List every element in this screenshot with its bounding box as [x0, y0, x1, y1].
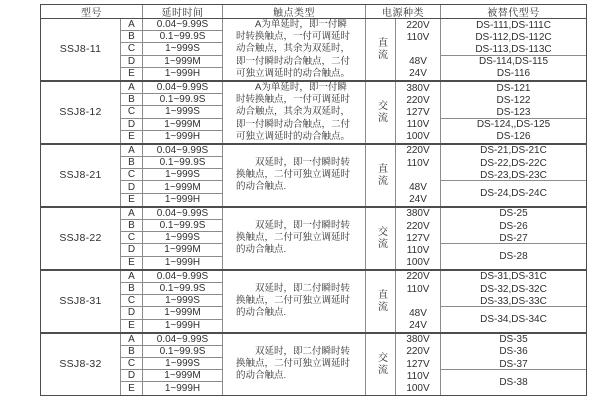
delay-value: 0.1~99.9S — [143, 283, 223, 295]
row-letter: E — [121, 257, 143, 269]
voltage-value: 220V — [406, 271, 430, 283]
voltage-value: 24V — [409, 320, 427, 332]
contact-type-text: A为单延时，即一付瞬时转换触点，一付可调延时动合触点，其余为双延时，即一付瞬时动合触点，二付可独立调延时的动合触点。 — [236, 81, 351, 142]
row-letter: A — [121, 82, 143, 94]
voltage-value: 110V — [406, 283, 430, 295]
replaced-model: DS-126 — [496, 131, 531, 143]
replaced-top-group — [441, 208, 586, 245]
row-letter: E — [121, 131, 143, 143]
header-model: 型号 — [41, 5, 143, 18]
power-type-label: 交流 — [375, 100, 387, 125]
delay-value: 1~999M — [143, 181, 223, 193]
delay-value: 1~999H — [143, 257, 223, 269]
delay-value: 0.04~9.99S — [143, 271, 223, 283]
delay-value: 1~999H — [143, 131, 223, 143]
row-letter: C — [121, 106, 143, 118]
delay-value: 1~999S — [143, 106, 223, 118]
contact-type-cell — [223, 19, 366, 80]
header-contact-type: 触点类型 — [223, 5, 366, 18]
model-block-SSJ8-12 — [41, 80, 586, 143]
contact-type-text: A为单延时，即一付瞬时转换触点，一付可调延时动合触点，其余为双延时，即一付瞬时动合触点，二付可独立调延时的动合触点。 — [236, 19, 351, 79]
voltage-list — [396, 19, 441, 80]
contact-type-text: 双延时，即二付瞬时转换触点，二付可独立调延时的动合触点. — [236, 345, 351, 382]
voltage-value — [396, 295, 440, 307]
replaced-model: DS-124,,DS-125 — [476, 119, 551, 131]
row-letter: A — [121, 334, 143, 346]
contact-type-cell — [223, 82, 366, 143]
replaced-model: DS-23,DS-23C — [480, 169, 547, 181]
voltage-value: 110V — [406, 119, 430, 131]
voltage-value: 110V — [406, 31, 430, 43]
voltage-value: 220V — [406, 19, 430, 31]
replaced-model: DS-24,DS-24C — [480, 188, 547, 200]
power-type-label: 直流 — [375, 37, 387, 62]
row-letter: E — [121, 382, 143, 394]
voltage-value: 110V — [406, 244, 430, 256]
header-replaced-models: 被替代型号 — [487, 8, 540, 18]
replaced-model: DS-31,DS-31C — [480, 271, 547, 283]
row-letter: E — [121, 320, 143, 332]
voltage-value: 127V — [406, 358, 430, 370]
row-letter: D — [121, 307, 143, 319]
voltage-value: 220V — [406, 145, 430, 157]
replaced-model: DS-116 — [496, 68, 531, 80]
row-letter: D — [121, 56, 143, 68]
relay-spec-table — [40, 4, 587, 396]
voltage-value: 110V — [406, 370, 430, 382]
replaced-model: DS-33,DS-33C — [480, 295, 547, 307]
voltage-value: 48V — [409, 307, 427, 319]
row-letter: A — [121, 271, 143, 283]
row-letter: B — [121, 220, 143, 232]
model-block-SSJ8-32 — [41, 332, 586, 395]
replaced-model: DS-36 — [499, 346, 528, 358]
model-block-SSJ8-21 — [41, 143, 586, 206]
replaced-top-group — [441, 145, 586, 182]
voltage-list — [396, 334, 441, 395]
power-type-cell — [366, 334, 396, 395]
delay-value: 0.1~99.9S — [143, 157, 223, 169]
voltage-value: 110V — [406, 157, 430, 169]
replaced-top-group — [441, 19, 586, 56]
voltage-value: 380V — [406, 208, 430, 220]
replaced-bottom-group — [441, 56, 586, 80]
voltage-value: 220V — [406, 94, 430, 106]
delay-value: 0.1~99.9S — [143, 346, 223, 358]
delay-value: 1~999M — [143, 244, 223, 256]
power-type-label: 直流 — [375, 289, 387, 314]
replaced-bottom-group — [441, 181, 586, 205]
power-type-cell — [366, 145, 396, 206]
delay-value: 0.04~9.99S — [143, 334, 223, 346]
row-letter: A — [121, 19, 143, 31]
delay-value: 0.04~9.99S — [143, 19, 223, 31]
voltage-list — [396, 145, 441, 206]
delay-value: 1~999M — [143, 119, 223, 131]
row-letter: A — [121, 208, 143, 220]
replaced-model: DS-34,DS-34C — [480, 314, 547, 325]
contact-type-text: 双延时，即一付瞬时转换触点，二付可独立调延时的动合触点. — [236, 219, 351, 256]
delay-value: 1~999S — [143, 358, 223, 370]
delay-value: 0.04~9.99S — [143, 82, 223, 94]
table-header-row — [41, 5, 586, 19]
row-letter: C — [121, 43, 143, 55]
voltage-value: 380V — [406, 82, 430, 94]
contact-type-cell — [223, 208, 366, 269]
row-letter: D — [121, 181, 143, 193]
delay-value: 1~999H — [143, 382, 223, 394]
power-type-label: 交流 — [375, 226, 387, 251]
model-block-SSJ8-11 — [41, 19, 586, 80]
row-letter: C — [121, 295, 143, 307]
delay-value: 0.04~9.99S — [143, 145, 223, 157]
delay-value: 1~999H — [143, 320, 223, 332]
row-letter: A — [121, 145, 143, 157]
delay-value: 0.04~9.99S — [143, 208, 223, 220]
replaced-model: DS-121 — [496, 82, 531, 94]
power-type-cell — [366, 19, 396, 80]
delay-value: 0.1~99.9S — [143, 220, 223, 232]
delay-value: 0.1~99.9S — [143, 94, 223, 106]
replaced-model: DS-113,DS-113C — [475, 43, 552, 55]
voltage-value: 127V — [406, 232, 430, 244]
voltage-value — [396, 169, 440, 181]
delay-value: 0.1~99.9S — [143, 31, 223, 43]
voltage-list — [396, 208, 441, 269]
replaced-model: DS-123 — [496, 106, 531, 118]
replaced-model: DS-35 — [499, 334, 528, 346]
power-type-cell — [366, 271, 396, 332]
delay-value: 1~999S — [143, 295, 223, 307]
replaced-model: DS-112,DS-112C — [475, 31, 552, 43]
contact-type-cell — [223, 334, 366, 395]
model-name: SSJ8-11 — [41, 19, 121, 80]
header-delay-time: 延时时间 — [143, 5, 223, 18]
replaced-model: DS-21,DS-21C — [480, 145, 547, 157]
delay-value: 1~999S — [143, 43, 223, 55]
replaced-model: DS-37 — [499, 358, 528, 370]
replaced-model: DS-27 — [499, 232, 528, 244]
power-type-cell — [366, 82, 396, 143]
contact-type-cell — [223, 145, 366, 206]
model-block-SSJ8-22 — [41, 206, 586, 269]
replaced-model: DS-28 — [499, 251, 528, 263]
replaced-model: DS-111,DS-111C — [476, 19, 551, 31]
voltage-value: 380V — [406, 334, 430, 346]
replaced-bottom-group — [441, 244, 586, 268]
voltage-value: 48V — [409, 182, 427, 194]
voltage-value: 100V — [406, 257, 430, 269]
delay-value: 1~999M — [143, 307, 223, 319]
power-type-label: 直流 — [375, 163, 387, 188]
voltage-value: 100V — [406, 383, 430, 395]
replaced-bottom-group — [441, 307, 586, 331]
contact-type-cell — [223, 271, 366, 332]
model-block-SSJ8-31 — [41, 269, 586, 332]
replaced-model: DS-114,DS-115 — [478, 56, 549, 68]
voltage-value: 220V — [406, 220, 430, 232]
delay-value: 1~999H — [143, 194, 223, 206]
voltage-value: 48V — [409, 56, 427, 68]
model-name: SSJ8-32 — [41, 334, 121, 395]
row-letter: C — [121, 169, 143, 181]
power-type-cell — [366, 208, 396, 269]
replaced-model: DS-38 — [499, 376, 528, 388]
replaced-model: DS-32,DS-32C — [480, 283, 547, 295]
replaced-top-group — [441, 82, 586, 119]
model-name: SSJ8-22 — [41, 208, 121, 269]
row-letter: B — [121, 283, 143, 295]
row-letter: C — [121, 358, 143, 370]
row-letter: D — [121, 244, 143, 256]
row-letter: B — [121, 31, 143, 43]
delay-value: 1~999S — [143, 169, 223, 181]
row-letter: C — [121, 232, 143, 244]
contact-type-text: 双延时，即二付瞬时转换触点，二付可独立调延时的动合触点. — [236, 282, 351, 319]
model-name: SSJ8-21 — [41, 145, 121, 206]
power-type-label: 交流 — [375, 352, 387, 377]
voltage-value: 127V — [406, 106, 430, 118]
table-body — [41, 19, 586, 395]
replaced-top-group — [441, 271, 586, 308]
row-letter: B — [121, 157, 143, 169]
voltage-value — [396, 43, 440, 55]
voltage-value: 220V — [406, 346, 430, 358]
row-letter: D — [121, 119, 143, 131]
replaced-model: DS-26 — [499, 220, 528, 232]
delay-value: 1~999S — [143, 232, 223, 244]
replaced-model: DS-25 — [499, 208, 528, 220]
replaced-model: DS-122 — [496, 94, 531, 106]
model-name: SSJ8-31 — [41, 271, 121, 332]
replaced-bottom-group — [441, 119, 586, 143]
row-letter: B — [121, 346, 143, 358]
contact-type-text: 双延时，即一付瞬时转换触点，二付可独立调延时的动合触点. — [236, 157, 351, 193]
row-letter: D — [121, 370, 143, 382]
voltage-list — [396, 82, 441, 143]
voltage-value: 100V — [406, 131, 430, 143]
header-power-type: 电源种类 — [366, 5, 441, 18]
row-letter: B — [121, 94, 143, 106]
row-letter: E — [121, 68, 143, 80]
voltage-value: 24V — [409, 68, 427, 80]
delay-value: 1~999H — [143, 68, 223, 80]
model-name: SSJ8-12 — [41, 82, 121, 143]
row-letter: E — [121, 194, 143, 206]
delay-value: 1~999M — [143, 56, 223, 68]
replaced-bottom-group — [441, 370, 586, 394]
voltage-value: 24V — [409, 194, 427, 206]
replaced-top-group — [441, 334, 586, 371]
voltage-list — [396, 271, 441, 332]
replaced-model: DS-22,DS-22C — [480, 157, 547, 169]
delay-value: 1~999M — [143, 370, 223, 382]
